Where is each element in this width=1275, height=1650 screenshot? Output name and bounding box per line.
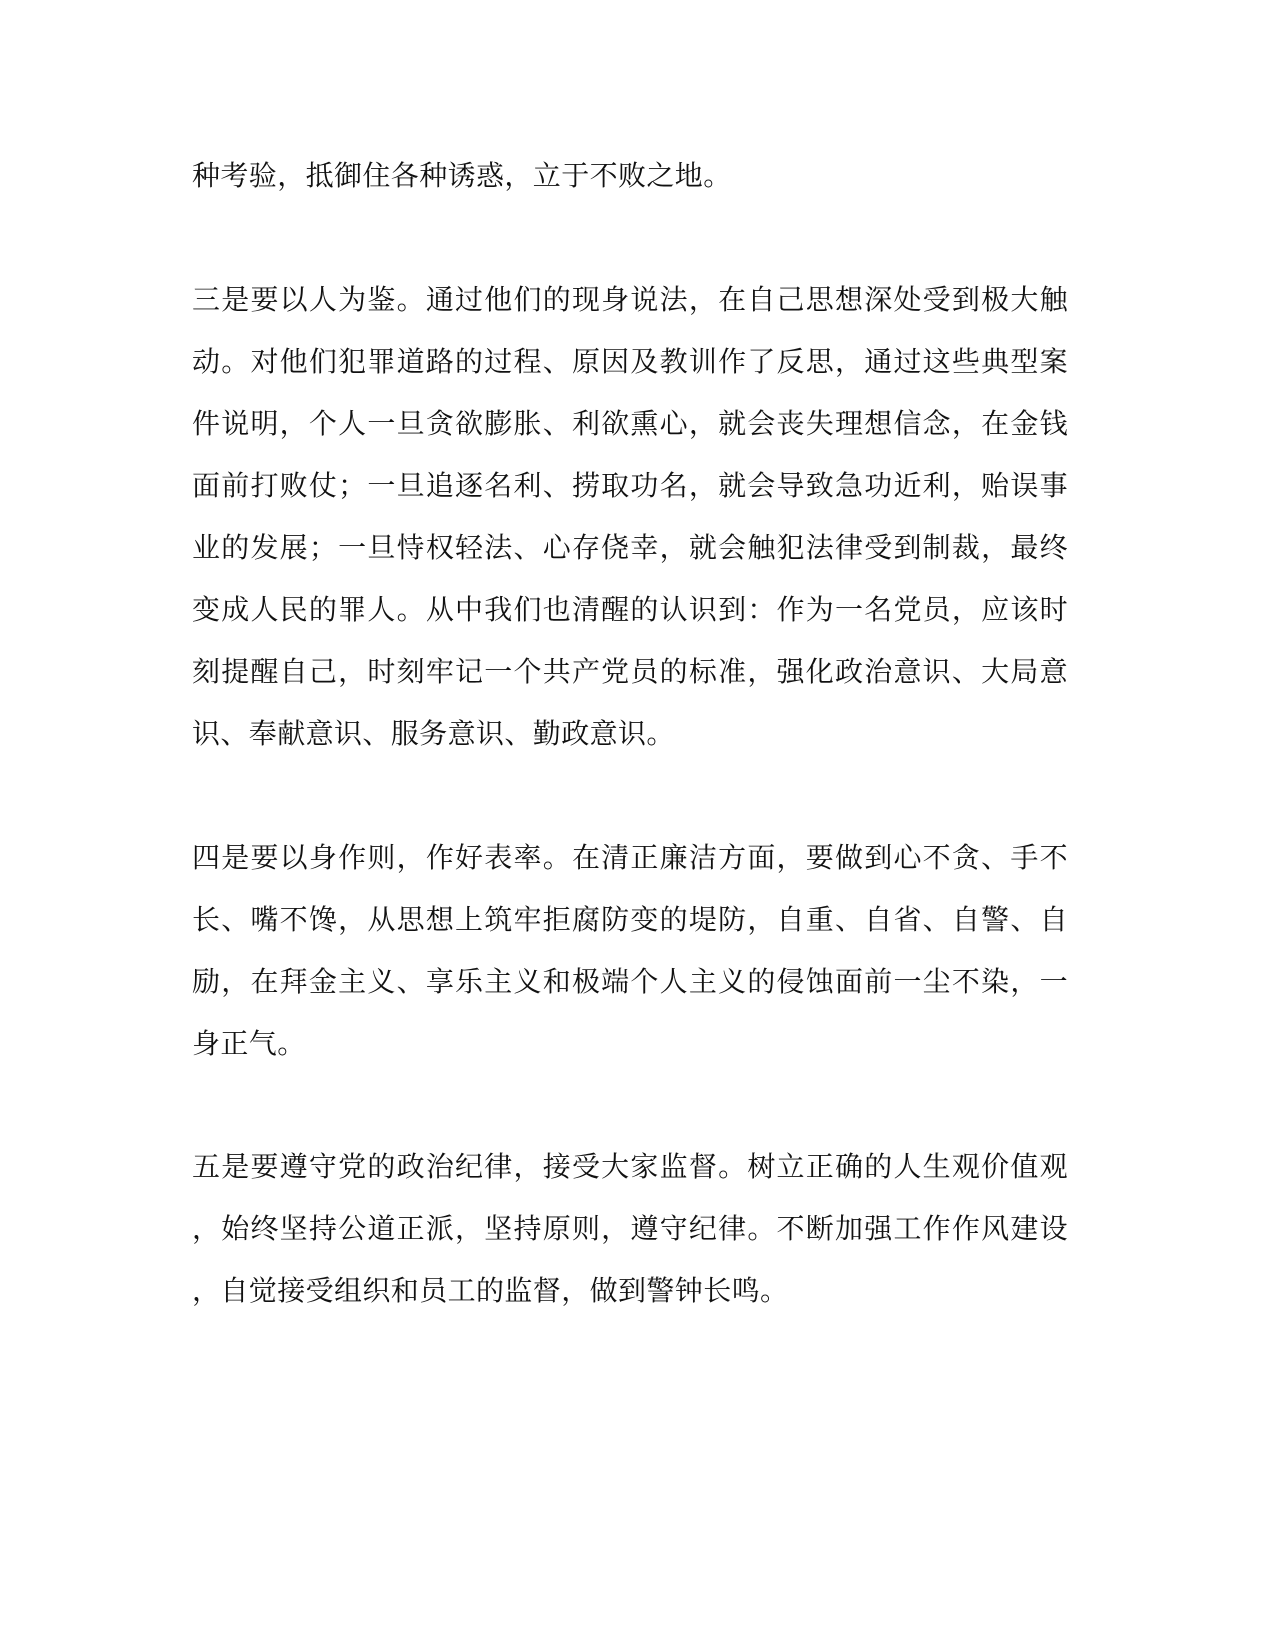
text-line: 识、奉献意识、服务意识、勤政意识。 [192,717,675,750]
text-line: 业的发展；一旦恃权轻法、心存侥幸，就会触犯法律受到制裁，最终 [192,531,1068,564]
text-line: 变成人民的罪人。从中我们也清醒的认识到：作为一名党员，应该时 [192,593,1068,626]
text-line: 件说明，个人一旦贪欲膨胀、利欲熏心，就会丧失理想信念，在金钱 [192,407,1068,440]
text-line: 动。对他们犯罪道路的过程、原因及教训作了反思，通过这些典型案 [192,345,1068,378]
text-line: 面前打败仗；一旦追逐名利、捞取功名，就会导致急功近利，贻误事 [192,469,1068,502]
text-line: 五是要遵守党的政治纪律，接受大家监督。树立正确的人生观价值观 [192,1150,1068,1183]
text-line: 刻提醒自己，时刻牢记一个共产党员的标准，强化政治意识、大局意 [192,655,1068,688]
text-line: 种考验，抵御住各种诱惑，立于不败之地。 [192,159,732,192]
text-line: 身正气。 [192,1027,306,1060]
text-line: 四是要以身作则，作好表率。在清正廉洁方面，要做到心不贪、手不 [192,841,1068,874]
text-line: 长、嘴不馋，从思想上筑牢拒腐防变的堤防，自重、自省、自警、自 [192,903,1068,936]
text-line: 励，在拜金主义、享乐主义和极端个人主义的侵蚀面前一尘不染，一 [192,965,1068,998]
text-line: ，始终坚持公道正派，坚持原则，遵守纪律。不断加强工作作风建设 [192,1212,1068,1245]
text-line: 三是要以人为鉴。通过他们的现身说法，在自己思想深处受到极大触 [192,283,1068,316]
text-line: ，自觉接受组织和员工的监督，做到警钟长鸣。 [192,1274,789,1307]
